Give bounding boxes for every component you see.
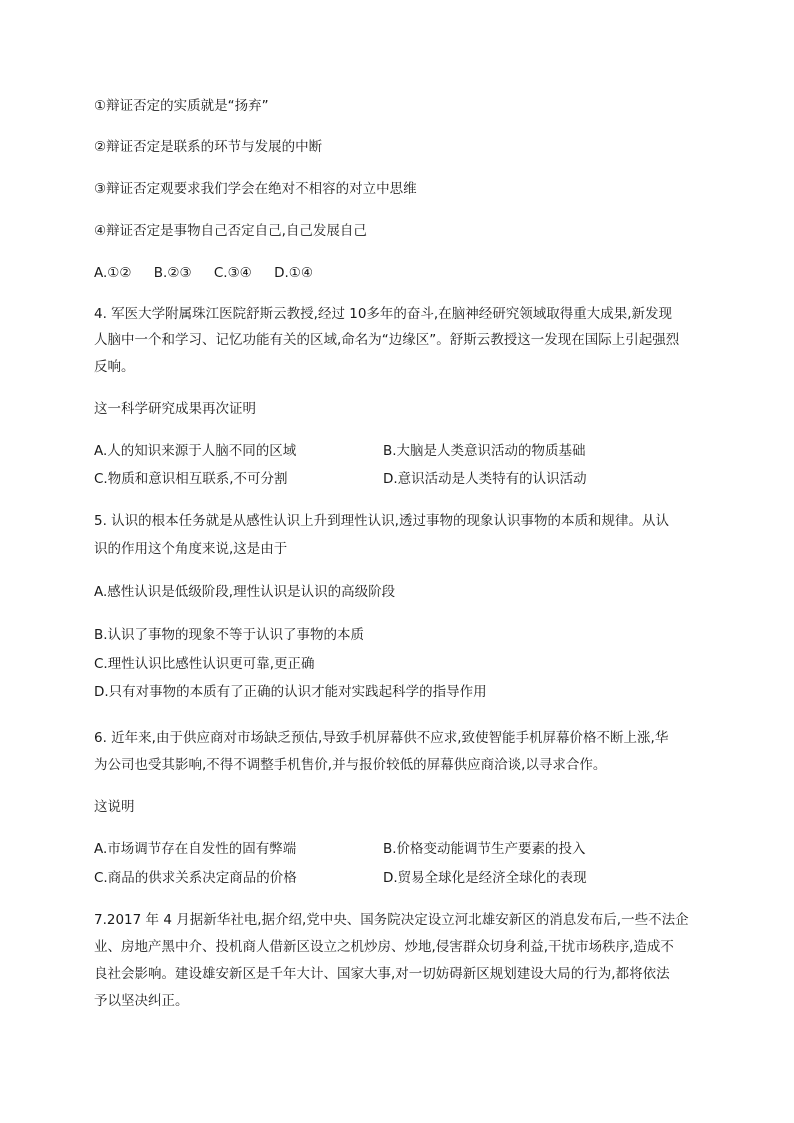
q3-option-b: B.②③: [153, 265, 192, 281]
q5-option-d: D.只有对事物的本质有了正确的认识才能对实践起科学的指导作用: [94, 684, 487, 700]
q3-option-c: C.③④: [213, 265, 252, 281]
q5-stem-line-1: 5. 认识的根本任务就是从感性认识上升到理性认识,透过事物的现象认识事物的本质和规律。从认: [94, 513, 669, 529]
q5-option-b: B.认识了事物的现象不等于认识了事物的本质: [94, 627, 365, 643]
q3-options: [94, 263, 331, 283]
q4-option-b: B.大脑是人类意识活动的物质基础: [383, 443, 586, 459]
q4-prompt: 这一科学研究成果再次证明: [94, 401, 256, 417]
q7-stem-line-4: 予以坚决纠正。: [94, 993, 189, 1009]
q6-prompt: 这说明: [94, 799, 135, 815]
q6-option-d: D.贸易全球化是经济全球化的表现: [383, 870, 587, 886]
q4-option-c: C.物质和意识相互联系,不可分割: [94, 471, 288, 487]
q3-statement-1: ①辩证否定的实质就是“扬弃”: [94, 98, 269, 114]
q5-stem-line-2: 识的作用这个角度来说,这是由于: [94, 541, 288, 557]
q7-stem-line-2: 业、房地产黑中介、投机商人借新区设立之机炒房、炒地,侵害群众切身利益,干扰市场秩序,造成不: [94, 939, 674, 955]
q4-option-a: A.人的知识来源于人脑不同的区域: [94, 443, 297, 459]
q3-statement-3: ③辩证否定观要求我们学会在绝对不相容的对立中思维: [94, 181, 417, 197]
q3-statement-2: ②辩证否定是联系的环节与发展的中断: [94, 139, 323, 155]
q3-option-d: D.①④: [274, 265, 313, 281]
q7-stem-line-3: 良社会影响。建设雄安新区是千年大计、国家大事,对一切妨碍新区规划建设大局的行为,都将依法: [94, 966, 670, 982]
q7-stem-line-1: 7.2017 年 4 月据新华社电,据介绍,党中央、国务院决定设立河北雄安新区的消息发布后,一些不法企: [94, 912, 689, 928]
q4-stem-line-2: 人脑中一个和学习、记忆功能有关的区域,命名为“边缘区”。舒斯云教授这一发现在国际上引起强烈: [94, 332, 680, 348]
q3-option-a: A.①②: [94, 265, 132, 281]
q6-stem-line-1: 6. 近年来,由于供应商对市场缺乏预估,导致手机屏幕供不应求,致使智能手机屏幕价格不断上涨,华: [94, 730, 669, 746]
q4-stem-line-1: 4. 军医大学附属珠江医院舒斯云教授,经过 10多年的奋斗,在脑神经研究领域取得重大成果,新发现: [94, 306, 673, 322]
q6-option-b: B.价格变动能调节生产要素的投入: [383, 841, 586, 857]
q6-stem-line-2: 为公司也受其影响,不得不调整手机售价,并与报价较低的屏幕供应商洽谈,以寻求合作。: [94, 757, 607, 773]
q6-option-a: A.市场调节存在自发性的固有弊端: [94, 841, 297, 857]
q5-option-a: A.感性认识是低级阶段,理性认识是认识的高级阶段: [94, 584, 396, 600]
q3-statement-4: ④辩证否定是事物自己否定自己,自己发展自己: [94, 223, 367, 239]
q5-option-c: C.理性认识比感性认识更可靠,更正确: [94, 656, 315, 672]
q4-stem-line-3: 反响。: [94, 359, 135, 375]
q6-option-c: C.商品的供求关系决定商品的价格: [94, 870, 297, 886]
q4-option-d: D.意识活动是人类特有的认识活动: [383, 471, 587, 487]
